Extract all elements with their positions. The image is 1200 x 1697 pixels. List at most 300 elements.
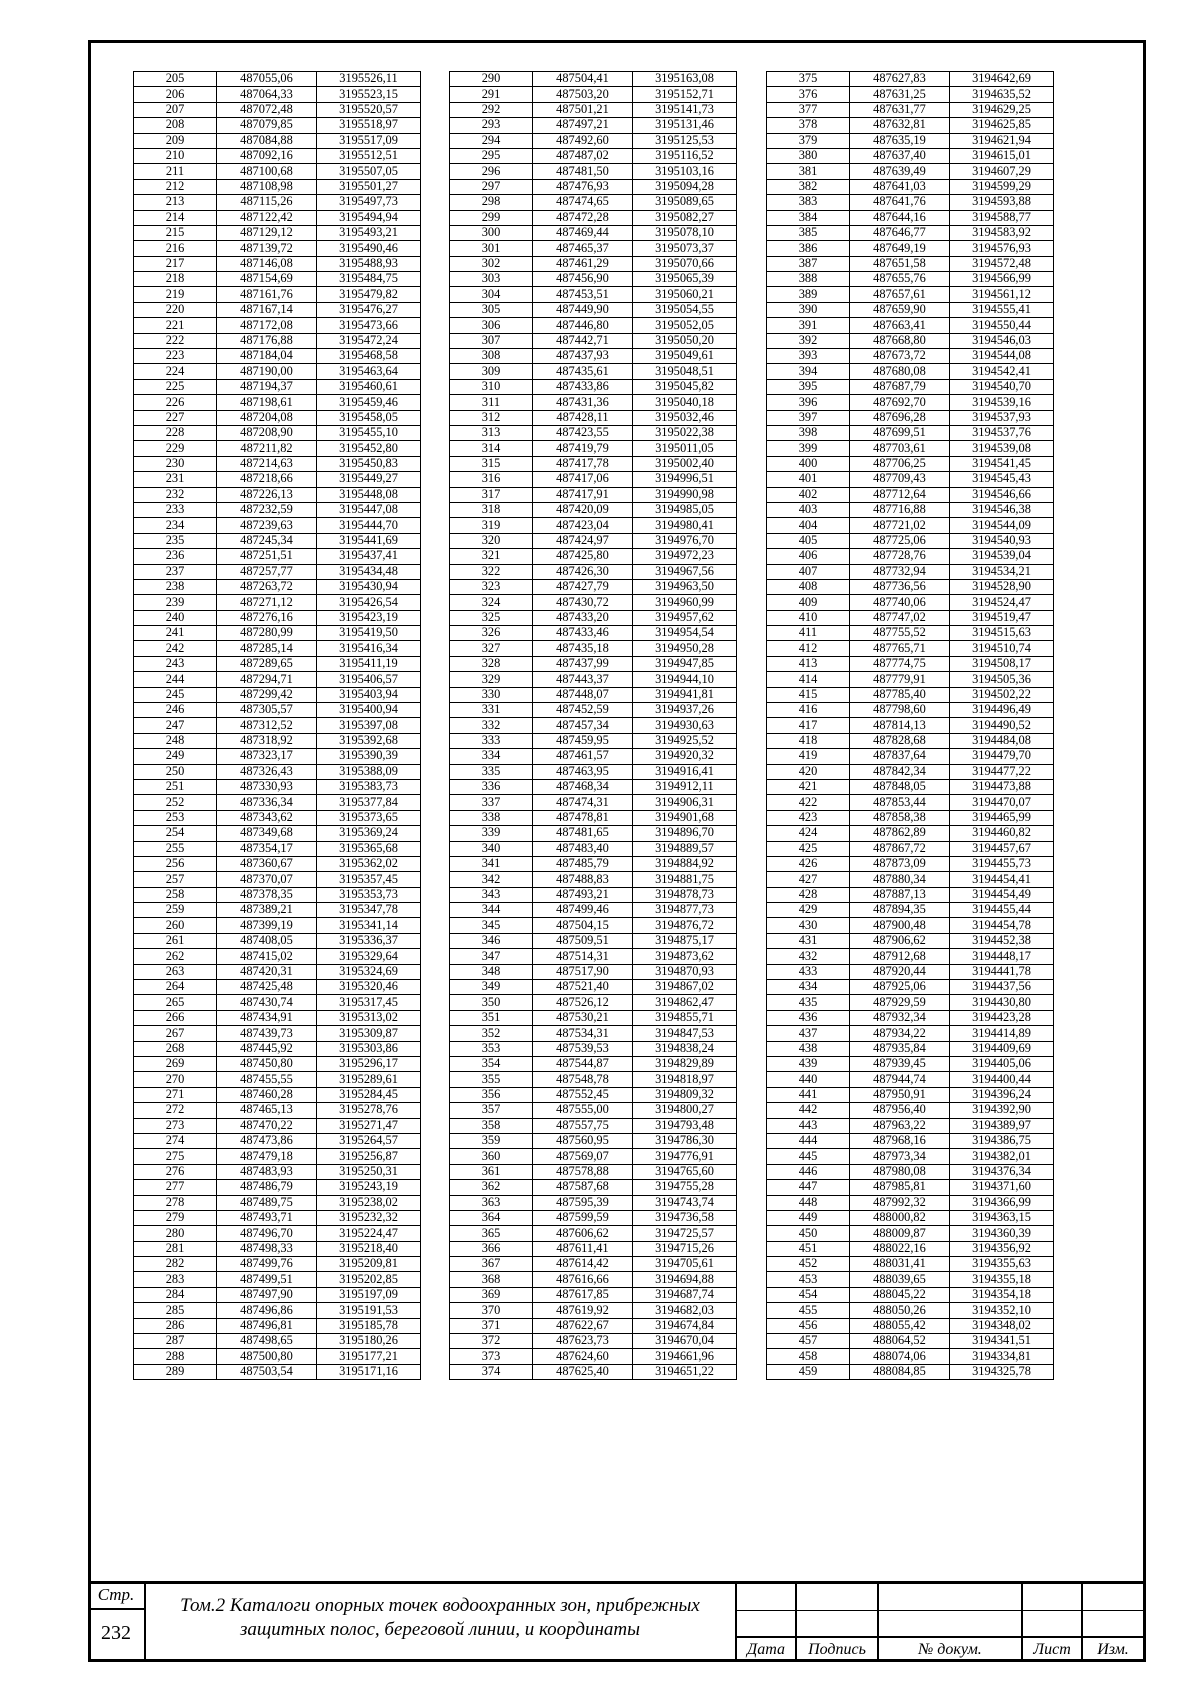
coordinate-y: 3194430,80 [950, 995, 1054, 1010]
coordinate-y: 3195377,84 [317, 795, 421, 810]
coordinate-y: 3194400,44 [950, 1072, 1054, 1087]
table-row [134, 1149, 421, 1164]
coordinate-x: 488045,22 [850, 1287, 950, 1302]
table-row [450, 841, 737, 856]
coordinate-y: 3195447,08 [317, 502, 421, 517]
coordinate-x: 487499,51 [217, 1272, 317, 1287]
table-row [767, 379, 1054, 394]
point-number: 255 [134, 841, 217, 856]
coordinate-x: 487318,92 [217, 733, 317, 748]
point-number: 336 [450, 779, 533, 794]
coordinate-y: 3194960,99 [633, 595, 737, 610]
table-row [767, 579, 1054, 594]
table-row [767, 779, 1054, 794]
coordinate-x: 487623,73 [533, 1334, 633, 1349]
table-row [767, 410, 1054, 425]
coordinate-x: 487709,43 [850, 472, 950, 487]
coordinate-y: 3195460,61 [317, 379, 421, 394]
coordinate-x: 487622,67 [533, 1318, 633, 1333]
coordinate-x: 487465,13 [217, 1103, 317, 1118]
table-row [450, 918, 737, 933]
coordinate-y: 3195452,80 [317, 441, 421, 456]
table-row [450, 1010, 737, 1025]
coordinate-x: 487108,98 [217, 179, 317, 194]
point-number: 309 [450, 364, 533, 379]
point-number: 317 [450, 487, 533, 502]
point-number: 298 [450, 195, 533, 210]
coordinate-y: 3195473,66 [317, 318, 421, 333]
point-number: 376 [767, 87, 850, 102]
point-number: 428 [767, 887, 850, 902]
coordinate-y: 3194540,70 [950, 379, 1054, 394]
coordinate-y: 3194896,70 [633, 826, 737, 841]
table-row [767, 1103, 1054, 1118]
coordinate-x: 487712,64 [850, 487, 950, 502]
coordinate-y: 3194363,15 [950, 1210, 1054, 1225]
coordinate-y: 3194409,69 [950, 1041, 1054, 1056]
coordinate-y: 3194546,38 [950, 502, 1054, 517]
coordinate-x: 487370,07 [217, 872, 317, 887]
point-number: 445 [767, 1149, 850, 1164]
table-row [767, 87, 1054, 102]
coordinate-x: 487842,34 [850, 764, 950, 779]
table-row [134, 872, 421, 887]
coordinate-y: 3195243,19 [317, 1180, 421, 1195]
point-number: 424 [767, 826, 850, 841]
table-row [134, 749, 421, 764]
point-number: 387 [767, 256, 850, 271]
table-row [767, 1118, 1054, 1133]
table-row [134, 779, 421, 794]
table-row [134, 1041, 421, 1056]
point-number: 433 [767, 964, 850, 979]
point-number: 426 [767, 856, 850, 871]
coordinate-x: 487198,61 [217, 395, 317, 410]
table-row [134, 949, 421, 964]
coordinate-y: 3195256,87 [317, 1149, 421, 1164]
coordinate-y: 3194800,27 [633, 1103, 737, 1118]
table-row [450, 256, 737, 271]
coordinate-x: 487450,80 [217, 1057, 317, 1072]
point-number: 219 [134, 287, 217, 302]
table-row [767, 687, 1054, 702]
point-number: 308 [450, 349, 533, 364]
coordinate-y: 3195520,57 [317, 102, 421, 117]
table-row [767, 456, 1054, 471]
coordinate-x: 487673,72 [850, 349, 950, 364]
point-number: 256 [134, 856, 217, 871]
point-number: 211 [134, 164, 217, 179]
point-number: 289 [134, 1364, 217, 1379]
coordinate-y: 3194465,99 [950, 810, 1054, 825]
coordinate-y: 3195362,02 [317, 856, 421, 871]
table-row [767, 810, 1054, 825]
coordinate-x: 487521,40 [533, 980, 633, 995]
coordinate-x: 487435,18 [533, 641, 633, 656]
coordinate-x: 487280,99 [217, 626, 317, 641]
table-row [767, 256, 1054, 271]
coordinate-x: 487336,34 [217, 795, 317, 810]
coordinate-y: 3194877,73 [633, 903, 737, 918]
coordinate-x: 487635,19 [850, 133, 950, 148]
coordinate-x: 487499,46 [533, 903, 633, 918]
table-row [134, 1226, 421, 1241]
table-row [134, 349, 421, 364]
point-number: 408 [767, 579, 850, 594]
table-row [450, 195, 737, 210]
coordinate-y: 3194588,77 [950, 210, 1054, 225]
coordinate-x: 487858,38 [850, 810, 950, 825]
point-number: 273 [134, 1118, 217, 1133]
table-row [134, 1195, 421, 1210]
table-row [767, 1057, 1054, 1072]
coordinate-y: 3194829,89 [633, 1057, 737, 1072]
point-number: 295 [450, 148, 533, 163]
coordinate-x: 487487,02 [533, 148, 633, 163]
point-number: 378 [767, 118, 850, 133]
coordinate-x: 487906,62 [850, 933, 950, 948]
coordinate-y: 3194528,90 [950, 579, 1054, 594]
coordinate-y: 3194496,49 [950, 703, 1054, 718]
coordinate-x: 487779,91 [850, 672, 950, 687]
point-number: 312 [450, 410, 533, 425]
coordinate-x: 487452,59 [533, 703, 633, 718]
table-row [134, 502, 421, 517]
table-row [767, 1257, 1054, 1272]
coordinate-y: 3194545,43 [950, 472, 1054, 487]
table-row [134, 425, 421, 440]
coordinate-x: 487423,04 [533, 518, 633, 533]
coordinate-y: 3194635,52 [950, 87, 1054, 102]
coordinate-x: 487115,26 [217, 195, 317, 210]
point-number: 242 [134, 641, 217, 656]
coordinate-x: 487084,88 [217, 133, 317, 148]
point-number: 261 [134, 933, 217, 948]
point-number: 217 [134, 256, 217, 271]
coordinate-y: 3195224,47 [317, 1226, 421, 1241]
coordinate-x: 487616,66 [533, 1272, 633, 1287]
coordinate-x: 487703,61 [850, 441, 950, 456]
coordinate-y: 3195448,08 [317, 487, 421, 502]
coordinate-x: 487755,52 [850, 626, 950, 641]
coordinate-y: 3194341,51 [950, 1334, 1054, 1349]
point-number: 207 [134, 102, 217, 117]
table-row [134, 195, 421, 210]
coordinate-y: 3194550,44 [950, 318, 1054, 333]
coordinate-x: 487092,16 [217, 148, 317, 163]
coordinate-y: 3195191,53 [317, 1303, 421, 1318]
table-row [134, 964, 421, 979]
table-row [767, 872, 1054, 887]
point-number: 244 [134, 672, 217, 687]
table-row [767, 964, 1054, 979]
table-row [450, 718, 737, 733]
table-row [450, 703, 737, 718]
table-row [134, 395, 421, 410]
point-number: 283 [134, 1272, 217, 1287]
point-number: 403 [767, 502, 850, 517]
coordinate-y: 3195523,15 [317, 87, 421, 102]
table-row [767, 1349, 1054, 1364]
coordinate-y: 3194793,48 [633, 1118, 737, 1133]
point-number: 338 [450, 810, 533, 825]
point-number: 441 [767, 1087, 850, 1102]
coordinate-y: 3194867,02 [633, 980, 737, 995]
coordinate-y: 3195341,14 [317, 918, 421, 933]
point-number: 418 [767, 733, 850, 748]
coordinate-x: 487774,75 [850, 656, 950, 671]
table-row [450, 533, 737, 548]
point-number: 333 [450, 733, 533, 748]
coordinate-x: 487425,48 [217, 980, 317, 995]
coordinate-x: 487312,52 [217, 718, 317, 733]
coordinate-x: 487448,07 [533, 687, 633, 702]
point-number: 380 [767, 148, 850, 163]
coordinate-y: 3195264,57 [317, 1133, 421, 1148]
point-number: 305 [450, 302, 533, 317]
coordinate-y: 3194348,02 [950, 1318, 1054, 1333]
point-number: 384 [767, 210, 850, 225]
coordinate-y: 3195463,64 [317, 364, 421, 379]
point-number: 250 [134, 764, 217, 779]
point-number: 310 [450, 379, 533, 394]
coordinate-y: 3195238,02 [317, 1195, 421, 1210]
table-row [450, 133, 737, 148]
coordinate-y: 3194490,52 [950, 718, 1054, 733]
coordinate-x: 487479,18 [217, 1149, 317, 1164]
point-number: 450 [767, 1226, 850, 1241]
table-row [134, 287, 421, 302]
point-number: 208 [134, 118, 217, 133]
point-number: 253 [134, 810, 217, 825]
point-number: 321 [450, 549, 533, 564]
table-row [450, 1210, 737, 1225]
coordinate-y: 3194694,88 [633, 1272, 737, 1287]
table-row [767, 518, 1054, 533]
point-number: 373 [450, 1349, 533, 1364]
coordinate-x: 487530,21 [533, 1010, 633, 1025]
table-row [450, 318, 737, 333]
point-number: 266 [134, 1010, 217, 1025]
coordinate-y: 3194470,07 [950, 795, 1054, 810]
point-number: 368 [450, 1272, 533, 1287]
coordinate-x: 487079,85 [217, 118, 317, 133]
table-row [767, 318, 1054, 333]
table-row [450, 887, 737, 902]
point-number: 212 [134, 179, 217, 194]
coordinate-y: 3195392,68 [317, 733, 421, 748]
point-number: 335 [450, 764, 533, 779]
coordinate-y: 3194725,57 [633, 1226, 737, 1241]
table-row [450, 349, 737, 364]
coordinate-y: 3194682,03 [633, 1303, 737, 1318]
table-row [134, 456, 421, 471]
table-row [450, 1241, 737, 1256]
coordinate-x: 487442,71 [533, 333, 633, 348]
table-row [134, 1072, 421, 1087]
coordinate-x: 487912,68 [850, 949, 950, 964]
table-row [450, 1287, 737, 1302]
table-row [450, 302, 737, 317]
table-row [450, 1349, 737, 1364]
coordinate-y: 3194607,29 [950, 164, 1054, 179]
table-row [450, 1072, 737, 1087]
coordinate-y: 3195383,73 [317, 779, 421, 794]
coordinate-y: 3195250,31 [317, 1164, 421, 1179]
coordinate-x: 487696,28 [850, 410, 950, 425]
coordinate-y: 3194916,41 [633, 764, 737, 779]
coordinate-y: 3195089,65 [633, 195, 737, 210]
point-number: 235 [134, 533, 217, 548]
coordinate-x: 487472,28 [533, 210, 633, 225]
point-number: 267 [134, 1026, 217, 1041]
point-number: 429 [767, 903, 850, 918]
table-row [450, 487, 737, 502]
point-number: 232 [134, 487, 217, 502]
table-row [767, 148, 1054, 163]
coordinate-x: 487692,70 [850, 395, 950, 410]
point-number: 402 [767, 487, 850, 502]
coordinate-y: 3195048,51 [633, 364, 737, 379]
point-number: 386 [767, 241, 850, 256]
coordinate-y: 3194776,91 [633, 1149, 737, 1164]
coordinate-x: 487680,08 [850, 364, 950, 379]
point-number: 328 [450, 656, 533, 671]
table-row [450, 87, 737, 102]
point-number: 327 [450, 641, 533, 656]
coordinate-y: 3194687,74 [633, 1287, 737, 1302]
table-row [767, 1041, 1054, 1056]
coordinate-x: 487569,07 [533, 1149, 633, 1164]
point-number: 407 [767, 564, 850, 579]
coordinate-x: 487534,31 [533, 1026, 633, 1041]
point-number: 347 [450, 949, 533, 964]
coordinate-x: 487887,13 [850, 887, 950, 902]
table-row [134, 549, 421, 564]
stamp-col-date: Дата [747, 1641, 785, 1658]
coordinate-x: 487239,63 [217, 518, 317, 533]
point-number: 258 [134, 887, 217, 902]
coordinate-x: 488050,26 [850, 1303, 950, 1318]
coordinate-y: 3195501,27 [317, 179, 421, 194]
point-number: 405 [767, 533, 850, 548]
table-row [450, 241, 737, 256]
coordinate-x: 487360,67 [217, 856, 317, 871]
coordinate-y: 3194454,78 [950, 918, 1054, 933]
table-row [767, 472, 1054, 487]
coordinate-y: 3195507,05 [317, 164, 421, 179]
point-number: 241 [134, 626, 217, 641]
point-number: 436 [767, 1010, 850, 1025]
coordinate-x: 487468,34 [533, 779, 633, 794]
coordinate-x: 487285,14 [217, 641, 317, 656]
table-row [767, 641, 1054, 656]
point-number: 314 [450, 441, 533, 456]
table-row [767, 133, 1054, 148]
coordinate-y: 3195289,61 [317, 1072, 421, 1087]
table-row [450, 949, 737, 964]
coordinate-x: 487478,81 [533, 810, 633, 825]
table-row [767, 749, 1054, 764]
coordinate-y: 3194838,24 [633, 1041, 737, 1056]
coordinate-y: 3195232,32 [317, 1210, 421, 1225]
coordinate-y: 3194546,03 [950, 333, 1054, 348]
coordinate-x: 487504,41 [533, 72, 633, 87]
coordinate-x: 487139,72 [217, 241, 317, 256]
coordinate-y: 3195347,78 [317, 903, 421, 918]
coordinate-y: 3195476,27 [317, 302, 421, 317]
table-row [767, 441, 1054, 456]
point-number: 302 [450, 256, 533, 271]
coordinate-x: 487443,37 [533, 672, 633, 687]
coordinate-x: 487619,92 [533, 1303, 633, 1318]
coordinate-x: 488084,85 [850, 1364, 950, 1379]
coordinate-y: 3194944,10 [633, 672, 737, 687]
point-number: 455 [767, 1303, 850, 1318]
coordinate-x: 487408,05 [217, 933, 317, 948]
coordinate-x: 487503,20 [533, 87, 633, 102]
table-row [767, 1334, 1054, 1349]
table-row [450, 333, 737, 348]
point-number: 231 [134, 472, 217, 487]
point-number: 430 [767, 918, 850, 933]
coordinate-x: 487419,79 [533, 441, 633, 456]
page-label: Стр. [97, 1585, 135, 1604]
coordinate-x: 487294,71 [217, 672, 317, 687]
table-row [134, 687, 421, 702]
table-row [134, 1241, 421, 1256]
coordinate-x: 487980,08 [850, 1164, 950, 1179]
coordinate-y: 3194980,41 [633, 518, 737, 533]
document-title-line-1: Том.2 Каталоги опорных точек водоохранных зон, прибрежных [180, 1595, 700, 1616]
coordinate-y: 3194546,66 [950, 487, 1054, 502]
table-row [450, 579, 737, 594]
coordinate-y: 3194544,09 [950, 518, 1054, 533]
table-row [134, 379, 421, 394]
point-number: 419 [767, 749, 850, 764]
coordinate-x: 487517,90 [533, 964, 633, 979]
coordinate-y: 3194405,06 [950, 1057, 1054, 1072]
point-number: 229 [134, 441, 217, 456]
point-number: 350 [450, 995, 533, 1010]
table-row [134, 1364, 421, 1379]
point-number: 440 [767, 1072, 850, 1087]
table-row [134, 826, 421, 841]
coordinate-y: 3195125,53 [633, 133, 737, 148]
coordinate-x: 487644,16 [850, 210, 950, 225]
coordinate-x: 487330,93 [217, 779, 317, 794]
coordinate-x: 487424,97 [533, 533, 633, 548]
coordinate-x: 488009,87 [850, 1226, 950, 1241]
table-row [767, 1180, 1054, 1195]
point-number: 377 [767, 102, 850, 117]
coordinate-y: 3194950,28 [633, 641, 737, 656]
coordinate-x: 487514,31 [533, 949, 633, 964]
table-row [134, 980, 421, 995]
point-number: 279 [134, 1210, 217, 1225]
coordinate-y: 3194455,73 [950, 856, 1054, 871]
table-row [767, 764, 1054, 779]
coordinate-x: 487503,54 [217, 1364, 317, 1379]
point-number: 396 [767, 395, 850, 410]
coordinate-x: 487172,08 [217, 318, 317, 333]
coordinate-x: 487929,59 [850, 995, 950, 1010]
table-row [767, 1364, 1054, 1379]
coordinate-y: 3194875,17 [633, 933, 737, 948]
coordinate-y: 3195484,75 [317, 272, 421, 287]
coordinate-x: 487728,76 [850, 549, 950, 564]
point-number: 311 [450, 395, 533, 410]
